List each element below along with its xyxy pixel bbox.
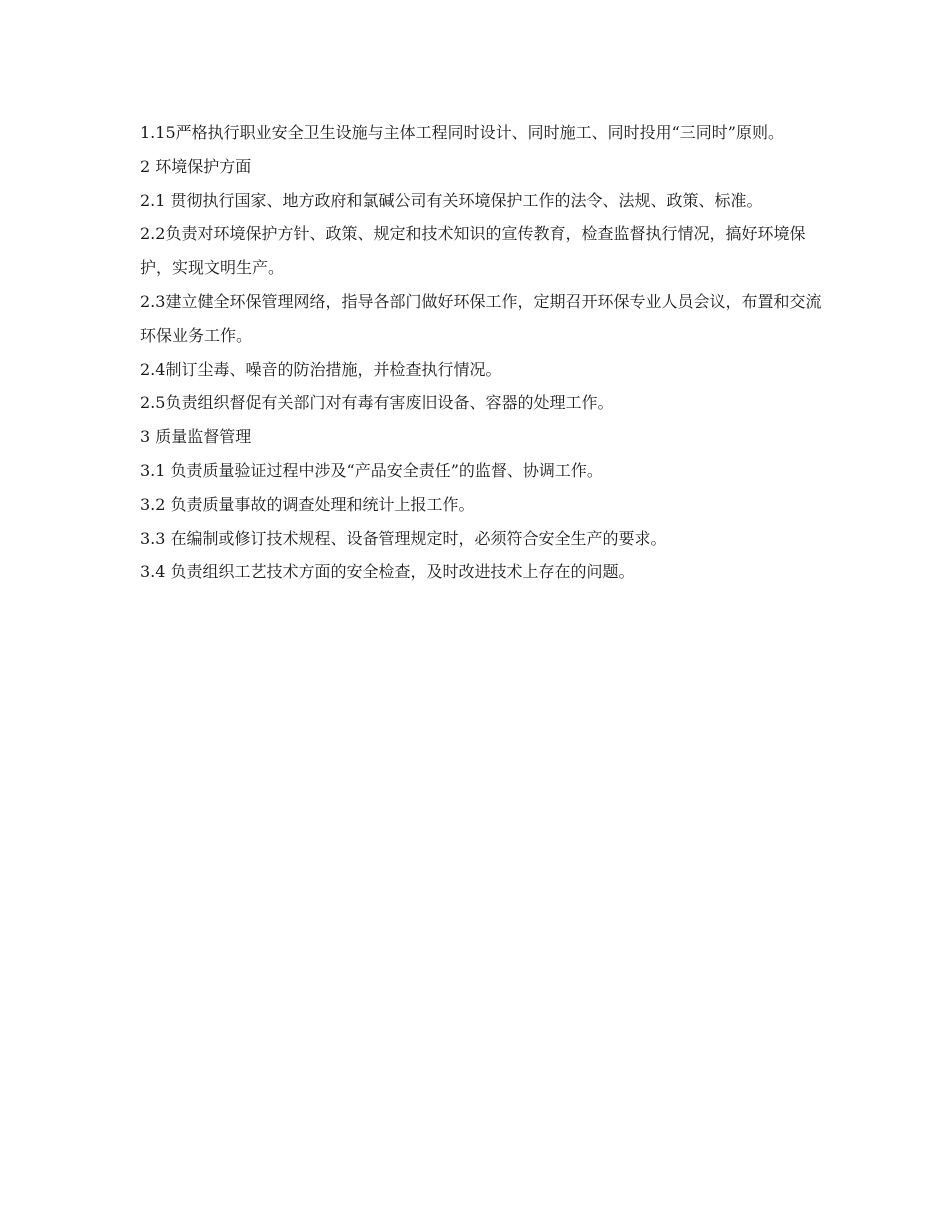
section-heading-2: 2 环境保护方面 — [140, 156, 252, 176]
paragraph-2-5: 2.5负责组织督促有关部门对有毒有害废旧设备、容器的处理工作。 — [140, 393, 614, 413]
section-heading-3: 3 质量监督管理 — [140, 427, 252, 447]
document-body — [140, 116, 830, 589]
paragraph-3-1: 3.1 负责质量验证过程中涉及“产品安全责任”的监督、协调工作。 — [140, 460, 603, 480]
paragraph-3-2: 3.2 负责质量事故的调查处理和统计上报工作。 — [140, 494, 475, 514]
paragraph-2-2: 2.2负责对环境保护方针、政策、规定和技术知识的宣传教育，检查监督执行情况，搞好环境保护，实现文明生产。 — [140, 224, 806, 278]
paragraph-3-4: 3.4 负责组织工艺技术方面的安全检查，及时改进技术上存在的问题。 — [140, 562, 635, 582]
paragraph-1-15: 1.15严格执行职业安全卫生设施与主体工程同时设计、同时施工、同时投用“三同时”原则。 — [140, 123, 784, 142]
paragraph-2-3: 2.3建立健全环保管理网络，指导各部门做好环保工作，定期召开环保专业人员会议，布置和交流环保业务工作。 — [140, 291, 822, 345]
paragraph-3-3: 3.3 在编制或修订技术规程、设备管理规定时，必须符合安全生产的要求。 — [140, 528, 667, 548]
paragraph-2-1: 2.1 贯彻执行国家、地方政府和氯碱公司有关环境保护工作的法令、法规、政策、标准。 — [140, 190, 763, 210]
paragraph-2-4: 2.4制订尘毒、噪音的防治措施，并检查执行情况。 — [140, 359, 502, 379]
